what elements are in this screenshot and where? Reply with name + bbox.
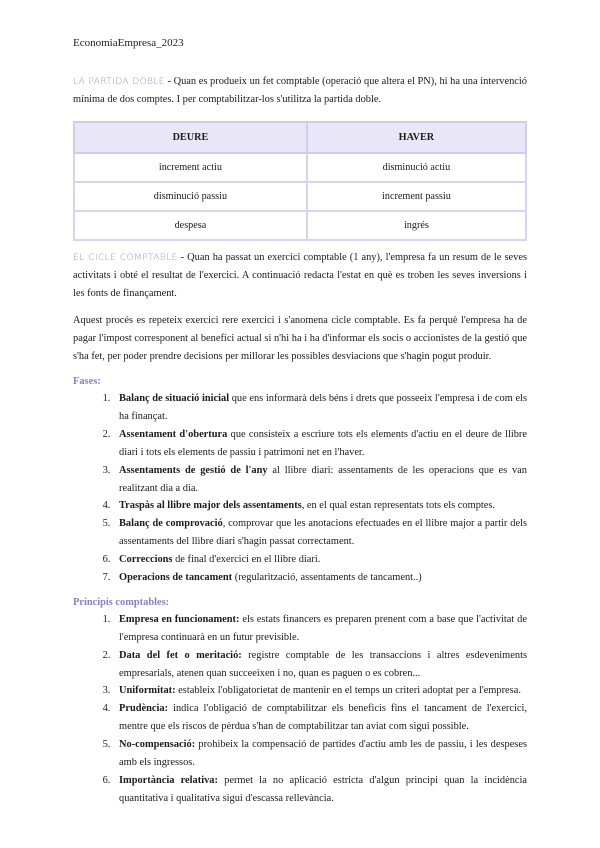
- list-item: 2. Data del fet o meritació: registre comptable de les transaccions i altres esdeveniments empresarials, atenen quan succeeixen i no, quan es paguen o es cobren...: [113, 647, 527, 683]
- table-cell: despesa: [74, 211, 307, 240]
- document-header: EconomiaEmpresa_2023: [73, 37, 184, 49]
- list-item: 1. Balanç de situació inicial que ens informarà dels béns i drets que posseeix l'empresa i de com els ha finançat.: [113, 390, 527, 426]
- fases-label: Fases:: [73, 376, 101, 388]
- cicle-comptable-paragraph-2: Aquest procés es repeteix exercici rere exercici i s'anomena cicle comptable. Es fa perquè l'empresa ha de pagar l'impost corresponent al benefici actual si n'hi ha i ha d'informar els socis o accionistes de la gestió que s'ha fet, per poder prendre decisions per millorar les possibles desviacions que s'hagin pogut produir.: [73, 315, 527, 363]
- cicle-comptable-title: EL CICLE COMPTABLE: [73, 252, 178, 263]
- list-item: 4. Traspàs al llibre major dels assentaments, en el qual estan representats tots els comptes.: [113, 497, 527, 515]
- fases-list: [73, 390, 527, 587]
- list-item: 4. Prudència: indica l'obligació de comptabilitzar els beneficis fins el tancament de l'exercici, mentre que els riscos de pèrdua s'han de comptabilitzar tan aviat com sigui possible.: [113, 700, 527, 736]
- list-item: 6. Importància relativa: permet la no aplicació estricta d'algun principi quan la incidència quantitativa i qualitativa sigui d'escassa rellevància.: [113, 772, 527, 808]
- table-cell: disminució actiu: [307, 153, 526, 182]
- list-item: 2. Assentament d'obertura que consisteix a escriure tots els elements d'actiu en el deure de llibre diari i tots els elements de passiu i patrimoni net en l'haver.: [113, 426, 527, 462]
- partida-doble-text: - Quan es produeix un fet comptable (operació que altera el PN), hi ha una intervenció mínima de dos comptes. I per comptabilitzar-los s'utilitza la partida doble.: [73, 76, 527, 105]
- list-item: 5. No-compensació: prohibeix la compensació de partides d'actiu amb les de passiu, i les despeses amb els ingressos.: [113, 736, 527, 772]
- table-cell: increment passiu: [307, 182, 526, 211]
- table-cell: increment actiu: [74, 153, 307, 182]
- table-cell: disminució passiu: [74, 182, 307, 211]
- partida-doble-paragraph: [73, 73, 527, 109]
- table-header-haver: HAVER: [307, 122, 526, 153]
- table-row: [74, 182, 526, 211]
- principis-label: Principis comptables:: [73, 596, 170, 608]
- table-header-deure: DEURE: [74, 122, 307, 153]
- partida-doble-title: LA PARTIDA DOBLE: [73, 77, 165, 87]
- cicle-comptable-text: - Quan ha passat un exercici comptable (1 any), l'empresa fa un resum de le seves activitats i obté el resultat de l'exercici. A continuació redacta l'estat en què es troben les seves inversions i les fonts de finançament.: [73, 251, 527, 299]
- table-row: [74, 211, 526, 240]
- list-item: 3. Assentaments de gestió de l'any al llibre diari: assentaments de les operacions que es van realitzant dia a dia.: [113, 462, 527, 498]
- table-row: [74, 153, 526, 182]
- cicle-comptable-paragraph: [73, 249, 527, 303]
- list-item: 3. Uniformitat: estableix l'obligatorietat de mantenir en el temps un criteri adoptat per a l'empresa.: [113, 682, 527, 700]
- table-cell: ingrés: [307, 211, 526, 240]
- deure-haver-table: [73, 121, 527, 241]
- list-item: 6. Correccions de final d'exercici en el llibre diari.: [113, 551, 527, 569]
- list-item: 7. Operacions de tancament (regularització, assentaments de tancament..): [113, 569, 527, 587]
- table-header-row: [74, 122, 526, 153]
- list-item: 1. Empresa en funcionament: els estats financers es preparen prenent com a base que l'activitat de l'empresa continuarà en un futur previsible.: [113, 611, 527, 647]
- principis-list: [73, 611, 527, 808]
- list-item: 5. Balanç de comprovació, comprovar que les anotacions efectuades en el llibre major a partir dels assentaments del llibre diari s'hagin passat correctament.: [113, 515, 527, 551]
